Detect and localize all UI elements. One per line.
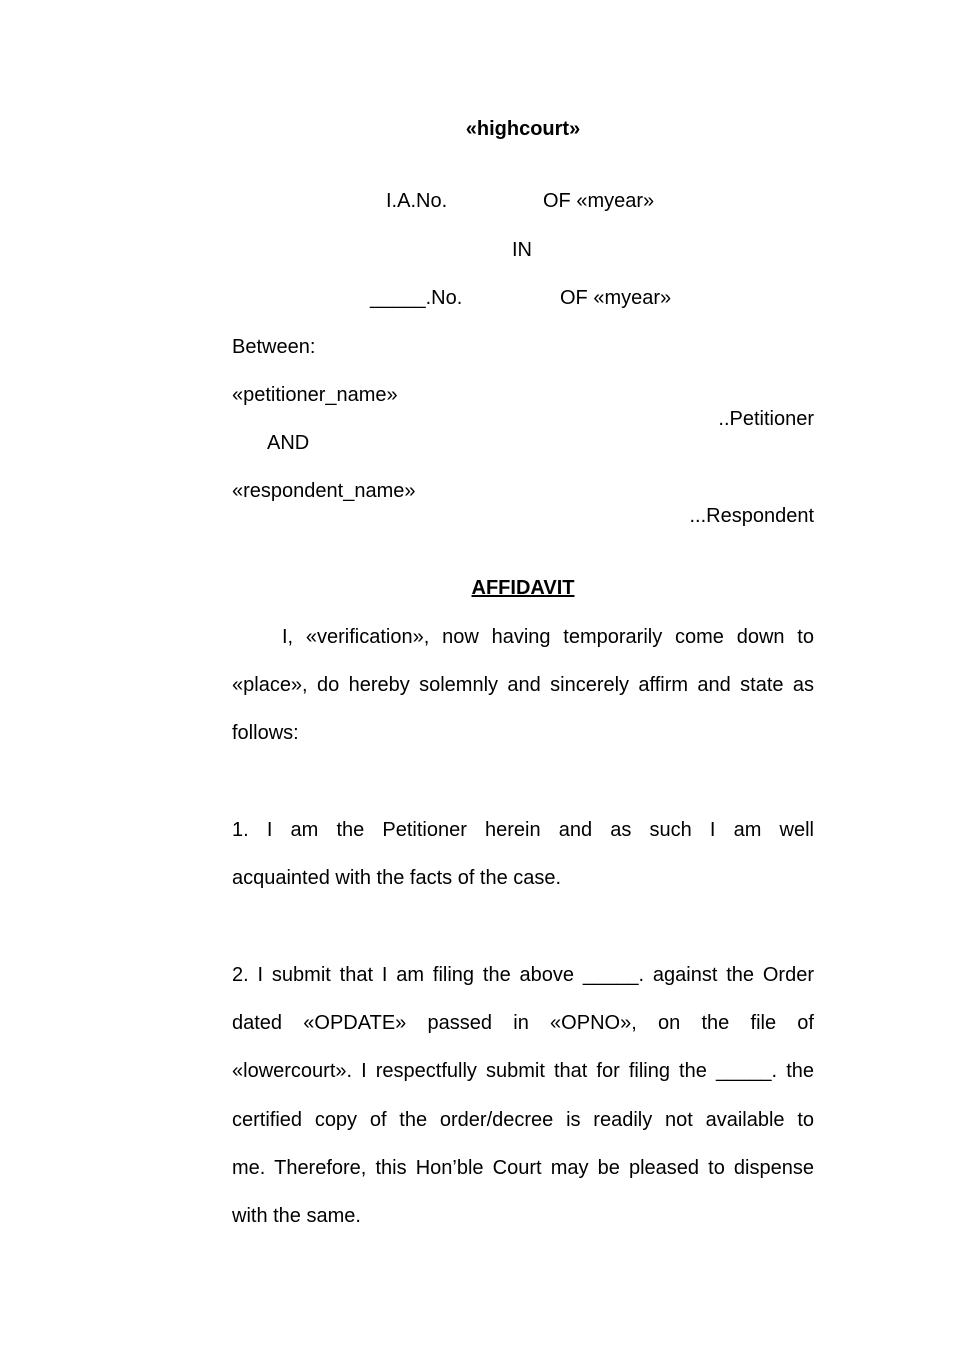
respondent-role: ...Respondent	[689, 505, 814, 527]
intro-line: I, «verification», now having temporarily come down to	[282, 626, 814, 648]
intro-line: «place», do hereby solemnly and sincerely affirm and state as	[232, 674, 814, 696]
para2-line: dated «OPDATE» passed in «OPNO», on the file of	[232, 1012, 814, 1034]
in-label: IN	[512, 239, 532, 261]
court-title: «highcourt»	[465, 118, 581, 140]
para1-line: 1. I am the Petitioner herein and as such I am well	[232, 819, 814, 841]
para2-line: 2. I submit that I am filing the above _____. against the Order	[232, 964, 814, 986]
case-year-label: OF «myear»	[560, 287, 672, 309]
para2-line: certified copy of the order/decree is readily not available to	[232, 1109, 814, 1131]
para2-line: me. Therefore, this Hon’ble Court may be pleased to dispense	[232, 1157, 814, 1179]
ia-number-label: I.A.No.	[386, 190, 448, 212]
and-label: AND	[267, 432, 310, 454]
affidavit-title: AFFIDAVIT	[471, 577, 575, 599]
between-label: Between:	[232, 336, 316, 358]
petitioner-role: ..Petitioner	[718, 408, 814, 430]
para2-line: with the same.	[232, 1205, 361, 1227]
intro-line: follows:	[232, 722, 299, 744]
petitioner-name: «petitioner_name»	[232, 384, 398, 406]
para2-line: «lowercourt». I respectfully submit that for filing the _____. the	[232, 1060, 814, 1082]
para1-line: acquainted with the facts of the case.	[232, 867, 562, 889]
ia-year-label: OF «myear»	[543, 190, 655, 212]
respondent-name: «respondent_name»	[232, 480, 416, 502]
case-number-label: _____.No.	[370, 287, 463, 309]
